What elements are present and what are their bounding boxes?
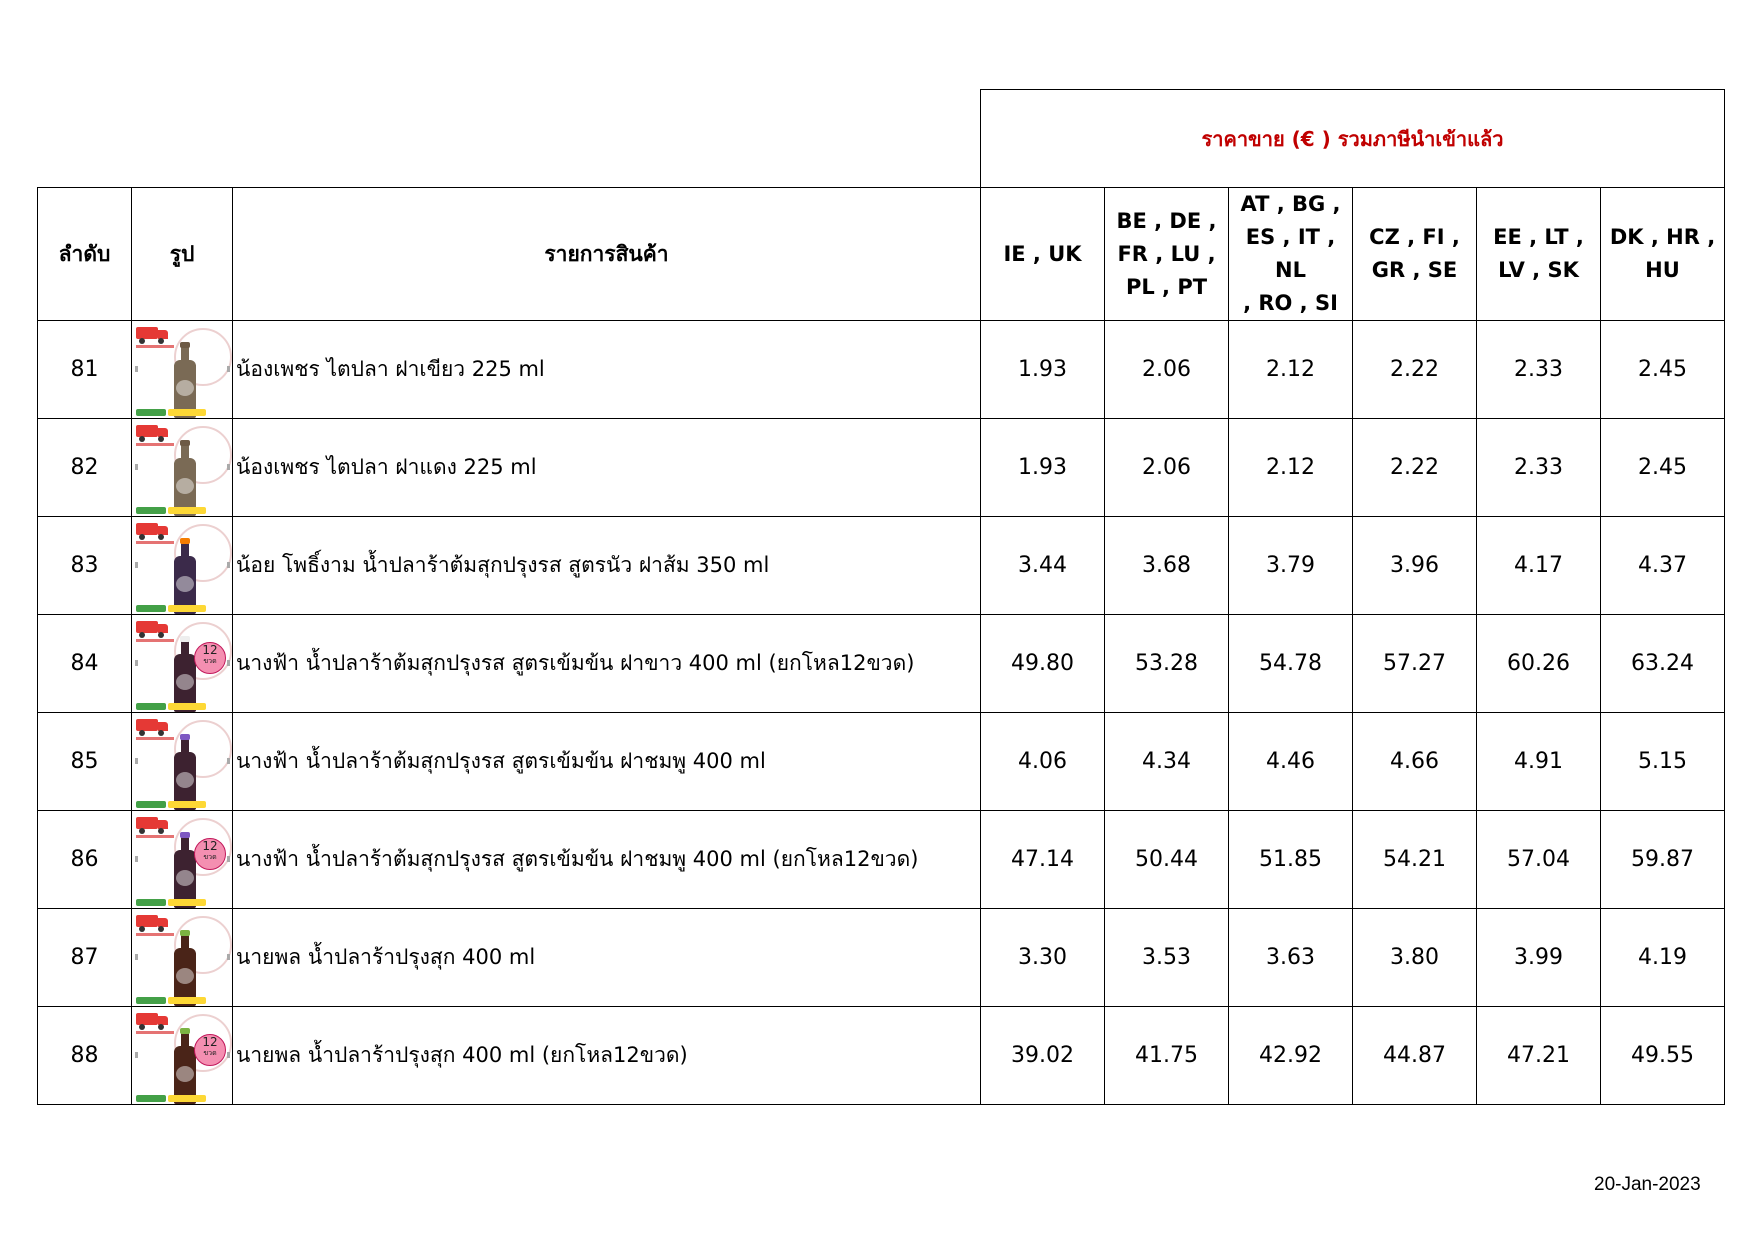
price-cell: 2.06 [1105,321,1229,419]
product-name: นายพล น้ำปลาร้าปรุงสุก 400 ml [233,909,981,1007]
bottle-icon [174,346,196,418]
nav-arrow-left-icon [135,562,138,568]
promo-strip-icon [168,997,206,1004]
price-cell: 3.44 [981,517,1105,615]
promo-strip-icon [168,703,206,710]
row-number: 81 [38,321,132,419]
table-row [38,811,1725,909]
price-table [37,89,1725,1105]
price-cell: 50.44 [1105,811,1229,909]
col-header-region [1601,188,1725,321]
price-cell: 42.92 [1229,1007,1353,1105]
promo-strip-icon [136,703,166,710]
product-image-cell [132,1007,233,1105]
price-cell: 4.34 [1105,713,1229,811]
bottle-icon [174,738,196,810]
nav-arrow-right-icon [227,660,230,666]
product-name: น้อย โพธิ์งาม น้ำปลาร้าต้มสุกปรุงรส สูตรนัว ฝาส้ม 350 ml [233,517,981,615]
price-cell: 3.80 [1353,909,1477,1007]
col-header-region [981,188,1105,321]
pack-12-badge-icon [194,642,226,674]
region-line: , RO , SI [1243,291,1338,315]
table-row [38,713,1725,811]
nav-arrow-right-icon [227,954,230,960]
price-cell: 49.80 [981,615,1105,713]
nav-arrow-left-icon [135,660,138,666]
delivery-label-icon [136,639,174,642]
price-cell: 5.15 [1601,713,1725,811]
product-image-cell [132,909,233,1007]
price-cell: 3.96 [1353,517,1477,615]
product-image-cell [132,517,233,615]
price-cell: 2.45 [1601,321,1725,419]
bottle-icon [174,836,196,908]
promo-strip-icon [168,507,206,514]
price-cell: 63.24 [1601,615,1725,713]
nav-arrow-left-icon [135,1052,138,1058]
product-name: นางฟ้า น้ำปลาร้าต้มสุกปรุงรส สูตรเข้มข้น ฝาชมพู 400 ml [233,713,981,811]
price-cell: 54.78 [1229,615,1353,713]
nav-arrow-left-icon [135,954,138,960]
price-cell: 4.06 [981,713,1105,811]
price-cell: 2.22 [1353,419,1477,517]
price-cell: 4.37 [1601,517,1725,615]
table-row [38,1007,1725,1105]
price-cell: 54.21 [1353,811,1477,909]
promo-strip-icon [136,409,166,416]
delivery-truck-icon [136,425,168,442]
pack-badge-number: 12 [202,1034,218,1049]
product-thumbnail [132,910,232,1006]
bottle-icon [174,1032,196,1104]
table-row [38,321,1725,419]
nav-arrow-left-icon [135,856,138,862]
region-line: PL , PT [1125,274,1208,299]
promo-strip-icon [136,605,166,612]
product-name: น้องเพชร ไตปลา ฝาแดง 225 ml [233,419,981,517]
delivery-truck-icon [136,621,168,638]
promo-strip-icon [168,801,206,808]
region-line: GR , SE [1371,258,1458,282]
region-line: BE , DE , [1116,208,1217,233]
table-row [38,517,1725,615]
region-line: DK , HR , [1609,225,1716,249]
nav-arrow-right-icon [227,562,230,568]
row-number: 85 [38,713,132,811]
col-header-region [1353,188,1477,321]
pack-12-badge-icon [194,838,226,870]
nav-arrow-right-icon [227,366,230,372]
table-row [38,909,1725,1007]
price-cell: 1.93 [981,321,1105,419]
region-line: ES , IT , NL [1245,225,1336,282]
delivery-label-icon [136,345,174,348]
pack-12-badge-icon [194,1034,226,1066]
price-cell: 4.91 [1477,713,1601,811]
price-cell: 4.46 [1229,713,1353,811]
price-cell: 47.14 [981,811,1105,909]
price-cell: 1.93 [981,419,1105,517]
pack-badge-number: 12 [202,838,218,853]
price-cell: 44.87 [1353,1007,1477,1105]
promo-strip-icon [168,409,206,416]
region-line: LV , SK [1498,258,1579,282]
product-thumbnail [132,518,232,614]
nav-arrow-right-icon [227,758,230,764]
bottle-icon [174,542,196,614]
row-number: 88 [38,1007,132,1105]
col-header-no: ลำดับ [38,188,132,321]
nav-arrow-left-icon [135,464,138,470]
region-line: FR , LU , [1117,241,1216,266]
price-cell: 57.04 [1477,811,1601,909]
price-cell: 2.12 [1229,321,1353,419]
delivery-truck-icon [136,817,168,834]
price-cell: 59.87 [1601,811,1725,909]
pack-badge-unit: ขวด [203,656,217,665]
price-cell: 3.30 [981,909,1105,1007]
promo-strip-icon [136,997,166,1004]
delivery-label-icon [136,835,174,838]
nav-arrow-right-icon [227,1052,230,1058]
product-thumbnail [132,714,232,810]
col-header-region [1477,188,1601,321]
row-number: 84 [38,615,132,713]
row-number: 83 [38,517,132,615]
price-cell: 51.85 [1229,811,1353,909]
product-thumbnail [132,812,232,908]
price-cell: 3.79 [1229,517,1353,615]
delivery-truck-icon [136,523,168,540]
region-line: EE , LT , [1493,225,1584,249]
promo-strip-icon [136,1095,166,1102]
price-header: ราคาขาย (€ ) รวมภาษีนำเข้าแล้ว [981,90,1725,188]
price-cell: 3.53 [1105,909,1229,1007]
nav-arrow-left-icon [135,366,138,372]
promo-strip-icon [136,507,166,514]
column-header-row [38,188,1725,321]
nav-arrow-right-icon [227,856,230,862]
product-thumbnail [132,1008,232,1104]
col-header-region [1229,188,1353,321]
product-thumbnail [132,616,232,712]
price-cell: 4.66 [1353,713,1477,811]
price-cell: 47.21 [1477,1007,1601,1105]
price-cell: 41.75 [1105,1007,1229,1105]
delivery-label-icon [136,541,174,544]
nav-arrow-left-icon [135,758,138,764]
price-cell: 3.63 [1229,909,1353,1007]
pack-badge-unit: ขวด [203,1048,217,1057]
delivery-truck-icon [136,719,168,736]
region-line: AT , BG , [1240,192,1341,216]
delivery-truck-icon [136,1013,168,1030]
product-name: นายพล น้ำปลาร้าปรุงสุก 400 ml (ยกโหล12ขวด) [233,1007,981,1105]
bottle-icon [174,934,196,1006]
price-cell: 49.55 [1601,1007,1725,1105]
col-header-product: รายการสินค้า [233,188,981,321]
row-number: 82 [38,419,132,517]
price-cell: 2.45 [1601,419,1725,517]
pack-badge-number: 12 [202,642,218,657]
promo-strip-icon [136,801,166,808]
col-header-image: รูป [132,188,233,321]
price-cell: 2.22 [1353,321,1477,419]
product-name: นางฟ้า น้ำปลาร้าต้มสุกปรุงรส สูตรเข้มข้น ฝาชมพู 400 ml (ยกโหล12ขวด) [233,811,981,909]
product-image-cell [132,321,233,419]
product-thumbnail [132,322,232,418]
col-header-region [1105,188,1229,321]
table-row [38,419,1725,517]
price-cell: 2.33 [1477,419,1601,517]
price-cell: 2.33 [1477,321,1601,419]
delivery-label-icon [136,933,174,936]
price-cell: 60.26 [1477,615,1601,713]
delivery-truck-icon [136,327,168,344]
price-cell: 57.27 [1353,615,1477,713]
delivery-label-icon [136,443,174,446]
product-image-cell [132,713,233,811]
promo-strip-icon [168,1095,206,1102]
price-cell: 4.19 [1601,909,1725,1007]
price-cell: 2.06 [1105,419,1229,517]
promo-strip-icon [168,605,206,612]
region-line: CZ , FI , [1369,225,1460,249]
price-cell: 39.02 [981,1007,1105,1105]
delivery-label-icon [136,1031,174,1034]
price-cell: 3.68 [1105,517,1229,615]
price-cell: 4.17 [1477,517,1601,615]
product-thumbnail [132,420,232,516]
product-name: นางฟ้า น้ำปลาร้าต้มสุกปรุงรส สูตรเข้มข้น ฝาขาว 400 ml (ยกโหล12ขวด) [233,615,981,713]
row-number: 87 [38,909,132,1007]
product-image-cell [132,615,233,713]
pack-badge-unit: ขวด [203,852,217,861]
promo-strip-icon [168,899,206,906]
promo-strip-icon [136,899,166,906]
region-line: IE , UK [1003,241,1082,266]
product-image-cell [132,811,233,909]
delivery-label-icon [136,737,174,740]
bottle-icon [174,444,196,516]
table-row [38,615,1725,713]
product-name: น้องเพชร ไตปลา ฝาเขียว 225 ml [233,321,981,419]
footer-date: 20-Jan-2023 [1594,1174,1701,1195]
bottle-icon [174,640,196,712]
nav-arrow-right-icon [227,464,230,470]
product-image-cell [132,419,233,517]
row-number: 86 [38,811,132,909]
price-cell: 3.99 [1477,909,1601,1007]
price-cell: 2.12 [1229,419,1353,517]
blank-corner [38,90,981,188]
price-cell: 53.28 [1105,615,1229,713]
region-line: HU [1645,258,1680,282]
delivery-truck-icon [136,915,168,932]
